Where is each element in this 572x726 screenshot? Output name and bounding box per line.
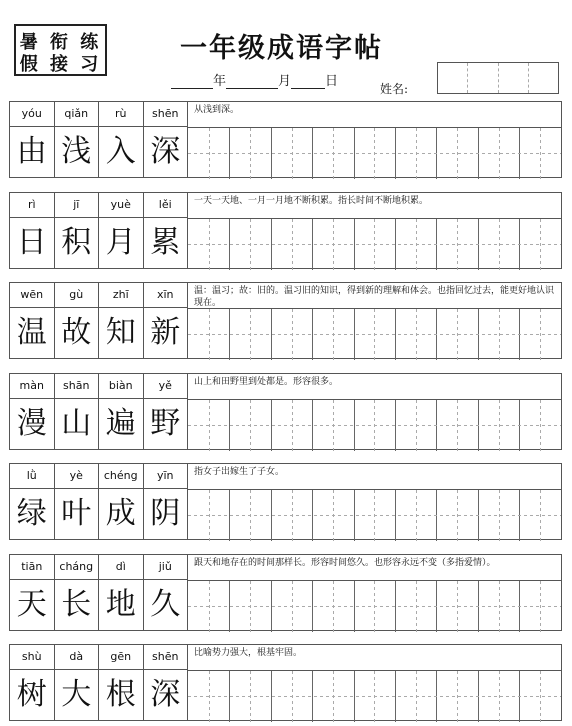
character-row	[10, 308, 188, 359]
character-row	[10, 399, 188, 450]
pinyin-cell: dì	[99, 555, 144, 579]
idiom-character: 成	[99, 489, 144, 540]
name-input-boxes[interactable]	[437, 62, 559, 94]
pinyin-cell: zhī	[99, 283, 144, 307]
year-blank[interactable]	[171, 72, 213, 89]
pinyin-cell: yīn	[156, 469, 174, 482]
pinyin-cell: lěi	[158, 198, 172, 211]
idiom-character: 月	[99, 218, 144, 269]
pinyin-cell: rì	[10, 193, 55, 217]
idiom-character: 日	[10, 218, 55, 269]
pinyin-cell: yè	[55, 464, 100, 488]
character-row	[10, 127, 188, 178]
pinyin-row	[10, 464, 188, 489]
stamp-line-2: 假 接 习	[19, 54, 102, 75]
idiom-definition: 一天一天地、一月一月地不断积累。指长时间不断地积累。	[194, 196, 429, 206]
idiom-character: 地	[99, 580, 144, 631]
day-blank[interactable]	[291, 72, 325, 89]
idiom-character: 遍	[99, 399, 144, 450]
pinyin-cell: jiǔ	[158, 560, 172, 573]
practice-grid[interactable]	[188, 399, 561, 450]
pinyin-cell: cháng	[55, 555, 100, 579]
idiom-character: 阴	[150, 496, 181, 531]
pinyin-row	[10, 102, 188, 127]
idiom-definition: 指女子出嫁生了子女。	[194, 467, 285, 477]
pinyin-cell: shēn	[152, 650, 179, 663]
idiom-character: 故	[55, 308, 100, 359]
idiom-character: 深	[150, 677, 181, 712]
pinyin-cell: gēn	[99, 645, 144, 669]
idiom-character: 温	[10, 308, 55, 359]
idiom-character: 野	[150, 406, 181, 441]
pinyin-row	[10, 555, 188, 580]
idiom-entry	[9, 192, 562, 269]
stamp-line-1: 暑 衔 练	[19, 32, 102, 53]
idiom-character: 树	[10, 670, 55, 721]
idiom-definition: 山上和田野里到处都是。形容很多。	[194, 377, 339, 387]
idiom-character: 深	[150, 134, 181, 169]
idiom-definition: 温：温习；故：旧的。温习旧的知识，得到新的理解和体会。也指回忆过去，能更好地认识现在。	[194, 286, 555, 308]
idiom-entry	[9, 282, 562, 359]
idiom-definition: 跟天和地存在的时间那样长。形容时间悠久。也形容永远不变（多指爱情）。	[194, 558, 496, 568]
pinyin-cell: chéng	[99, 464, 144, 488]
pinyin-row	[10, 283, 188, 308]
idiom-character: 由	[10, 127, 55, 178]
idiom-character: 漫	[10, 399, 55, 450]
idiom-entry	[9, 554, 562, 631]
pinyin-cell: qiǎn	[55, 102, 100, 126]
practice-grid[interactable]	[188, 218, 561, 269]
name-box[interactable]	[529, 63, 558, 93]
idiom-definition: 从浅到深。	[194, 105, 240, 115]
idiom-entry	[9, 644, 562, 721]
idiom-character: 山	[55, 399, 100, 450]
month-label: 月	[278, 74, 292, 89]
pinyin-cell: tiān	[10, 555, 55, 579]
day-label: 日	[325, 74, 339, 89]
practice-grid[interactable]	[188, 489, 561, 540]
idiom-character: 根	[99, 670, 144, 721]
pinyin-cell: rù	[99, 102, 144, 126]
idiom-character: 天	[10, 580, 55, 631]
idiom-entry	[9, 101, 562, 178]
pinyin-cell: yóu	[10, 102, 55, 126]
pinyin-cell: jī	[55, 193, 100, 217]
practice-grid[interactable]	[188, 308, 561, 359]
name-box[interactable]	[468, 63, 498, 93]
month-blank[interactable]	[226, 72, 278, 89]
pinyin-row	[10, 645, 188, 670]
idiom-character: 入	[99, 127, 144, 178]
name-label: 姓名:	[380, 82, 409, 96]
pinyin-cell: shān	[55, 374, 100, 398]
idiom-character: 久	[150, 587, 181, 622]
idiom-character: 浅	[55, 127, 100, 178]
idiom-definition: 比喻势力强大，根基牢固。	[194, 648, 303, 658]
character-row	[10, 218, 188, 269]
pinyin-row	[10, 374, 188, 399]
character-row	[10, 670, 188, 721]
pinyin-cell: wēn	[10, 283, 55, 307]
idiom-character: 知	[99, 308, 144, 359]
pinyin-row	[10, 193, 188, 218]
practice-grid[interactable]	[188, 127, 561, 178]
character-row	[10, 580, 188, 631]
idiom-character: 累	[150, 225, 181, 260]
idiom-character: 叶	[55, 489, 100, 540]
pinyin-cell: màn	[10, 374, 55, 398]
idiom-entry	[9, 373, 562, 450]
idiom-entry	[9, 463, 562, 540]
practice-grid[interactable]	[188, 670, 561, 721]
pinyin-cell: biàn	[99, 374, 144, 398]
pinyin-cell: dà	[55, 645, 100, 669]
idiom-character: 绿	[10, 489, 55, 540]
idiom-character: 大	[55, 670, 100, 721]
character-row	[10, 489, 188, 540]
idiom-character: 积	[55, 218, 100, 269]
name-box[interactable]	[438, 63, 468, 93]
pinyin-cell: yuè	[99, 193, 144, 217]
idiom-character: 新	[150, 315, 181, 350]
summer-practice-stamp	[14, 24, 107, 76]
pinyin-cell: gù	[55, 283, 100, 307]
year-label: 年	[213, 74, 227, 89]
pinyin-cell: shù	[10, 645, 55, 669]
pinyin-cell: xīn	[156, 288, 174, 301]
name-box[interactable]	[499, 63, 529, 93]
pinyin-cell: shēn	[152, 107, 179, 120]
page-title: 一年级成语字帖	[180, 33, 383, 64]
idiom-character: 长	[55, 580, 100, 631]
pinyin-cell: yě	[158, 379, 172, 392]
practice-grid[interactable]	[188, 580, 561, 631]
pinyin-cell: lǜ	[10, 464, 55, 488]
